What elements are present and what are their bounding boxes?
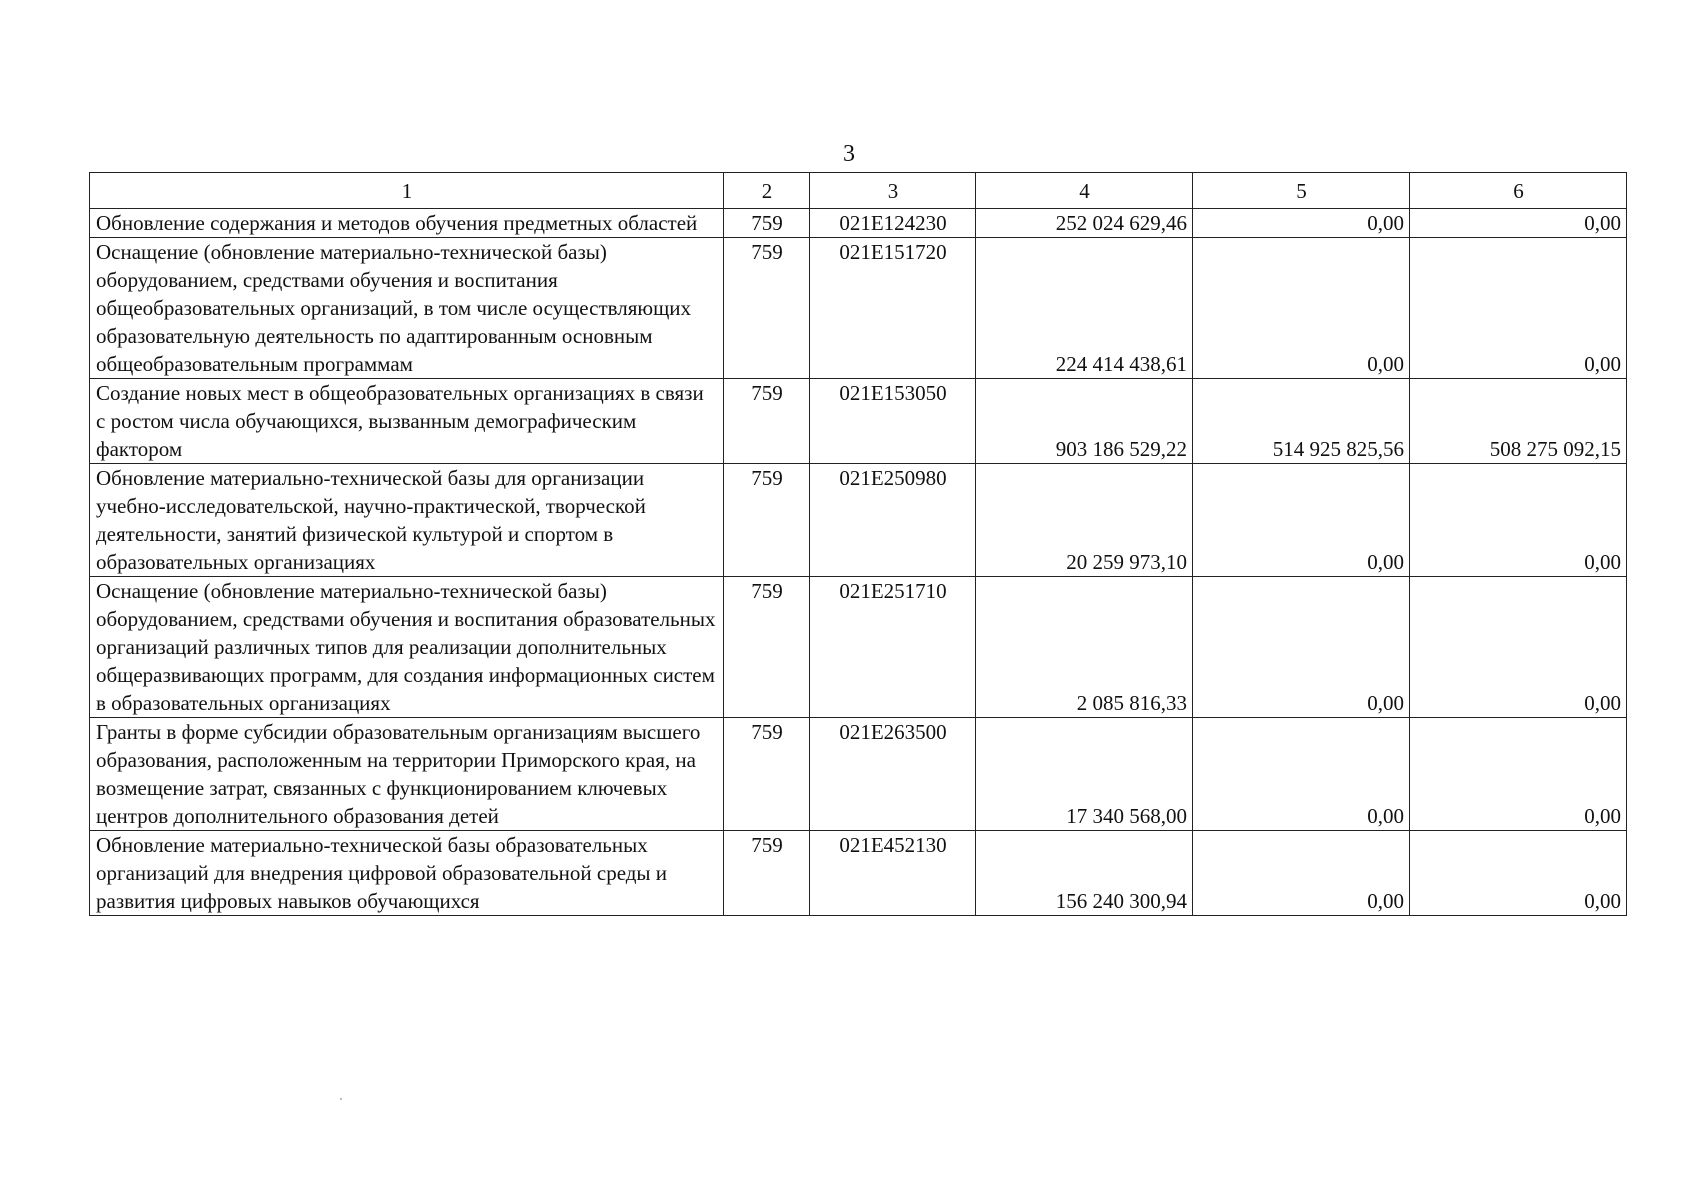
row-col6: 0,00: [1410, 209, 1627, 238]
row-col3: 021E250980: [810, 464, 976, 577]
table-row: [90, 464, 1627, 577]
row-col3: 021E452130: [810, 831, 976, 916]
row-col4: 252 024 629,46: [976, 209, 1193, 238]
row-col4: 224 414 438,61: [976, 238, 1193, 379]
row-col5: 514 925 825,56: [1193, 379, 1410, 464]
scan-speck: [340, 1098, 342, 1100]
row-name: Создание новых мест в общеобразовательных организациях в связи с ростом числа обучающихся, вызванным демографическим фактором: [90, 379, 724, 464]
row-col4: 903 186 529,22: [976, 379, 1193, 464]
table-row: [90, 209, 1627, 238]
row-col4: 2 085 816,33: [976, 577, 1193, 718]
row-col4: 17 340 568,00: [976, 718, 1193, 831]
row-col3: 021E263500: [810, 718, 976, 831]
row-col5: 0,00: [1193, 831, 1410, 916]
column-number-row: [90, 173, 1627, 209]
row-name: Обновление содержания и методов обучения предметных областей: [90, 209, 724, 238]
row-col3: 021E153050: [810, 379, 976, 464]
column-number-3: 3: [810, 173, 976, 209]
row-col2: 759: [724, 577, 810, 718]
row-col6: 0,00: [1410, 718, 1627, 831]
table-row: [90, 718, 1627, 831]
row-col3: 021E124230: [810, 209, 976, 238]
column-number-5: 5: [1193, 173, 1410, 209]
row-col5: 0,00: [1193, 718, 1410, 831]
page-number: 3: [843, 141, 855, 167]
row-name: Оснащение (обновление материально-технической базы) оборудованием, средствами обучения и воспитания общеобразовательных организаций, в том числе осуществляющих образовательную деятельность по адаптированным основным общеобразовательным программам: [90, 238, 724, 379]
row-col6: 0,00: [1410, 577, 1627, 718]
row-col5: 0,00: [1193, 209, 1410, 238]
row-col2: 759: [724, 831, 810, 916]
row-col6: 0,00: [1410, 831, 1627, 916]
row-name: Гранты в форме субсидии образовательным организациям высшего образования, расположенным на территории Приморского края, на возмещение затрат, связанных с функционированием ключевых центров дополнительного образования детей: [90, 718, 724, 831]
row-col2: 759: [724, 238, 810, 379]
row-col2: 759: [724, 209, 810, 238]
column-number-6: 6: [1410, 173, 1627, 209]
row-col3: 021E251710: [810, 577, 976, 718]
row-col4: 20 259 973,10: [976, 464, 1193, 577]
row-col4: 156 240 300,94: [976, 831, 1193, 916]
budget-table: [89, 172, 1627, 916]
row-col2: 759: [724, 379, 810, 464]
row-col6: 508 275 092,15: [1410, 379, 1627, 464]
table-row: [90, 577, 1627, 718]
row-col5: 0,00: [1193, 577, 1410, 718]
row-name: Обновление материально-технической базы для организации учебно-исследовательской, научно-практической, творческой деятельности, занятий физической культурой и спортом в образовательных организациях: [90, 464, 724, 577]
row-col2: 759: [724, 718, 810, 831]
column-number-4: 4: [976, 173, 1193, 209]
column-number-1: 1: [90, 173, 724, 209]
row-col5: 0,00: [1193, 238, 1410, 379]
row-col3: 021E151720: [810, 238, 976, 379]
row-name: Оснащение (обновление материально-технической базы) оборудованием, средствами обучения и воспитания образовательных организаций различных типов для реализации дополнительных общеразвивающих программ, для создания информационных систем в образовательных организациях: [90, 577, 724, 718]
row-name: Обновление материально-технической базы образовательных организаций для внедрения цифровой образовательной среды и развития цифровых навыков обучающихся: [90, 831, 724, 916]
table-row: [90, 831, 1627, 916]
row-col6: 0,00: [1410, 464, 1627, 577]
row-col2: 759: [724, 464, 810, 577]
table-row: [90, 379, 1627, 464]
column-number-2: 2: [724, 173, 810, 209]
table-row: [90, 238, 1627, 379]
row-col6: 0,00: [1410, 238, 1627, 379]
row-col5: 0,00: [1193, 464, 1410, 577]
